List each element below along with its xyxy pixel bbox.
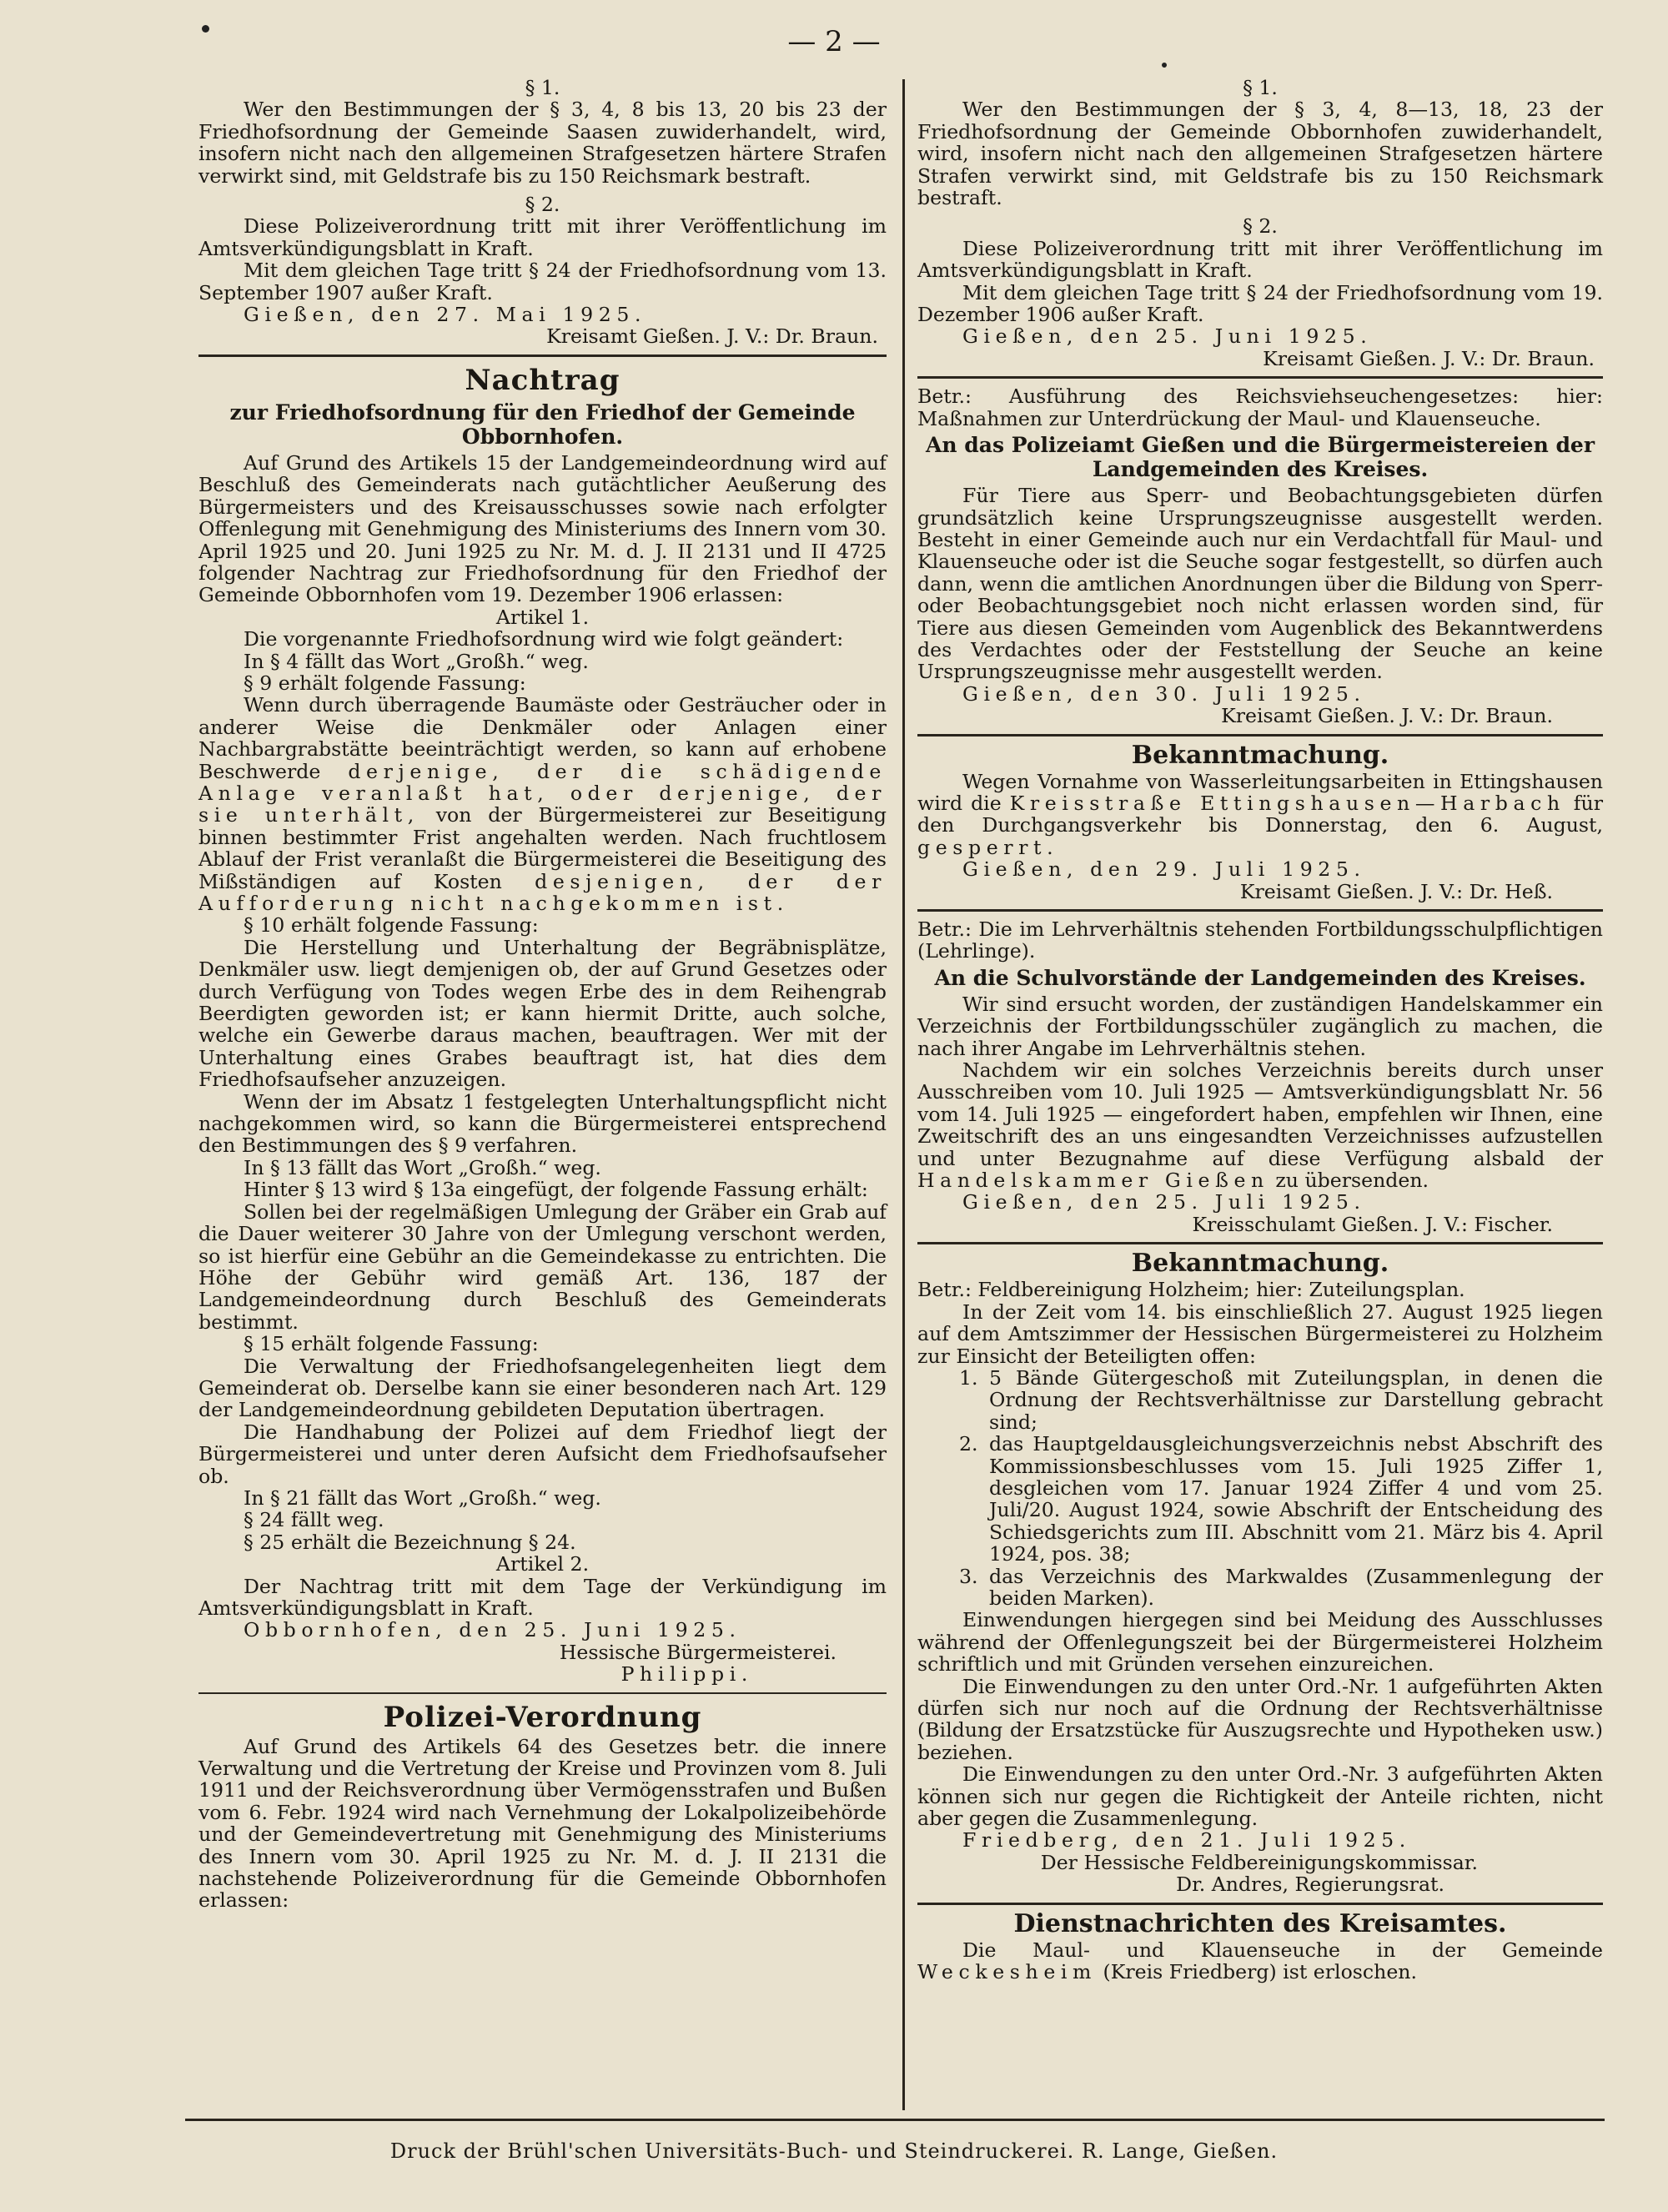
date-line: Gießen, den 29. Juli 1925.: [962, 857, 1366, 882]
section-heading: § 1.: [525, 76, 560, 99]
notice-heading: An die Schulvorstände der Landgemeinden des Kreises.: [934, 965, 1586, 990]
notice-title: Bekanntmachung.: [1131, 740, 1389, 770]
date-line: Obbornhofen, den 25. Juni 1925.: [244, 1618, 741, 1642]
text-run: von der Bürgermeisterei zur Beseitigung binnen bestimmter Frist angehalten werden. Nach fruchtlosem Ablauf der Frist veranlaßt die Bürgermeisterei die Beseitigung des Mißständigen auf Kosten: [198, 803, 887, 893]
column-rule: [902, 79, 905, 2110]
document-list: [917, 1367, 1603, 1609]
section-heading: § 2.: [1243, 214, 1278, 239]
dienstnachrichten: [917, 1908, 1603, 1984]
paragraph: § 25 erhält die Bezeichnung § 24.: [244, 1530, 576, 1554]
spaced-text: gesperrt.: [917, 835, 1059, 859]
date-line: Gießen, den 30. Juli 1925.: [962, 681, 1366, 706]
spaced-text: desjenigen, der der Aufforderung nicht nachgekommen ist.: [198, 869, 887, 915]
right-column: [917, 77, 1603, 1983]
paragraph: [917, 1059, 1603, 1191]
section-paragraph-1-obbornhofen: [917, 77, 1603, 370]
date-line: Gießen, den 25. Juni 1925.: [962, 324, 1373, 349]
paragraph: Sollen bei der regelmäßigen Umlegung der Gräber ein Grab auf die Dauer weiterer 30 Jahre von der Umlegung verschont werden, so ist hierfür eine Gebühr an die Gemeindekasse zu entrichten. Die Höhe der Gebühr wird gemäß Art. 136, 187 der Landgemeindeordnung durch Beschluß des Gemeinderats bestimmt.: [198, 1199, 887, 1334]
paragraph: Auf Grund des Artikels 15 der Landgemeindeordnung wird auf Beschluß des Gemeinderats nach gutächtlicher Aeußerung des Bürgermeisters und des Kreisausschusses sowie nach erfolgter Offenlegung mit Genehmigung des Ministeriums des Innern vom 30. April 1925 und 20. Juni 1925 zu Nr. M. d. J. II 2131 und II 4725 folgender Nachtrag zur Friedhofsordnung für den Friedhof der Gemeinde Obbornhofen vom 19. Dezember 1906 erlassen:: [198, 450, 887, 607]
signature: Dr. Andres, Regierungsrat.: [1176, 1873, 1444, 1897]
signature: Kreisamt Gießen. J. V.: Dr. Heß.: [1239, 879, 1553, 903]
paragraph: § 9 erhält folgende Fassung:: [244, 671, 526, 695]
signature: Kreisamt Gießen. J. V.: Dr. Braun.: [1221, 704, 1553, 728]
paragraph: In § 4 fällt das Wort „Großh.“ weg.: [244, 649, 589, 673]
signature: Kreisamt Gießen. J. V.: Dr. Braun.: [546, 324, 878, 349]
text-run: Wenn durch überragende Baumäste oder Gesträucher oder in anderer Weise die Denkmäler oder Anlagen einer Nachbargrabstätte beeinträchtigt werden, so kann auf erhobene Beschwerde: [198, 693, 887, 783]
bekanntmachung-feldbereinigung: [917, 1251, 1603, 1895]
list-item: 1. 5 Bände Gütergeschoß mit Zuteilungsplan, in denen die Ordnung der Rechtsverhältnisse zur Darstellung gebracht sind;: [984, 1367, 1603, 1433]
article-number: Artikel 1.: [495, 605, 590, 629]
divider: [917, 909, 1603, 912]
divider: [917, 734, 1603, 736]
paragraph: § 24 fällt weg.: [244, 1508, 384, 1532]
section-text: Diese Polizeiverordnung tritt mit ihrer Veröffentlichung im Amtsverkündigungsblatt in Kraft.: [917, 236, 1603, 283]
paragraph: Wenn der im Absatz 1 festgelegten Unterhaltungspflicht nicht nachgekommen wird, so kann die Bürgermeisterei entsprechend den Bestimmungen des § 9 verfahren.: [198, 1089, 887, 1158]
polizei-verordnung: [198, 1701, 887, 1912]
spaced-text: derjenige, der die schädigende Anlage veranlaßt hat, oder derjenige, der sie unterhält,: [198, 759, 887, 827]
ink-spot: [1162, 63, 1167, 68]
divider: [198, 1692, 887, 1694]
signature: Kreisamt Gießen. J. V.: Dr. Braun.: [1263, 346, 1595, 370]
paragraph: § 15 erhält folgende Fassung:: [244, 1332, 539, 1356]
section-paragraph-1-saasen: [198, 77, 887, 348]
text-run: (Kreis Friedberg) ist erloschen.: [1097, 1960, 1417, 1984]
divider: [198, 354, 887, 357]
signature: Philippi.: [620, 1662, 753, 1687]
signature: Hessische Bürgermeisterei.: [559, 1640, 837, 1664]
paragraph: Die Einwendungen zu den unter Ord.-Nr. 3 aufgeführten Akten können sich nur gegen die Richtigkeit der Anteile richten, nicht aber gegen die Zusammenlegung.: [917, 1762, 1603, 1831]
paragraph: [917, 1939, 1603, 1983]
section-heading: § 1.: [1243, 76, 1278, 99]
section-text: Wer den Bestimmungen der § 3, 4, 8—13, 18, 23 der Friedhofsordnung der Gemeinde Obbornhofen zuwiderhandelt, wird, insofern nicht nach den allgemeinen Strafgesetzen härtere Strafen verwirkt sind, mit Geldstrafe bis zu 150 Reichsmark bestraft.: [917, 98, 1603, 210]
betr-line: Betr.: Feldbereinigung Holzheim; hier: Zuteilungsplan.: [917, 1278, 1465, 1302]
printer-imprint: Druck der Brühl'schen Universitäts-Buch- und Steindruckerei. R. Lange, Gießen.: [389, 2139, 1279, 2163]
paragraph: Auf Grund des Artikels 64 des Gesetzes betr. die innere Verwaltung und die Vertretung der Kreise und Provinzen vom 8. Juli 1911 und der Reichsverordnung über Vermögensstrafen und Bußen vom 6. Febr. 1924 wird nach Vernehmung der Lokalpolizeibehörde und der Gemeindevertretung mit Genehmigung des Ministeriums des Innern vom 30. April 1925 zu Nr. M. d. J. II 2131 die nachstehende Polizeiverordnung für die Gemeinde Obbornhofen erlassen:: [198, 1734, 887, 1913]
footer-rule: [185, 2119, 1605, 2121]
left-column: [198, 77, 887, 1912]
list-item: 3. das Verzeichnis des Markwaldes (Zusammenlegung der beiden Marken).: [984, 1566, 1603, 1610]
article-number: Artikel 2.: [495, 1552, 590, 1576]
spaced-text: Weckesheim: [917, 1960, 1098, 1984]
betr-line: Betr.: Ausführung des Reichsviehseuchengesetzes: hier: Maßnahmen zur Unterdrückung der Maul- und Klauenseuche.: [917, 385, 1603, 430]
date-line: Friedberg, den 21. Juli 1925.: [962, 1828, 1411, 1853]
signature: Der Hessische Feldbereinigungskommissar.: [1040, 1850, 1478, 1874]
paragraph: Die Herstellung und Unterhaltung der Begräbnisplätze, Denkmäler usw. liegt demjenigen ob, der auf Grund Gesetzes oder durch Verfügung von Todes wegen Erbe des in dem Reihengrab Beerdigten geworden ist; er kann hiermit Dritte, auch solche, welche ein Gewerbe daraus machen, beauftragen. Wer mit der Unterhaltung eines Grabes beauftragt ist, hat dies dem Friedhofsaufseher anzuzeigen.: [198, 935, 887, 1092]
paragraph: Die Handhabung der Polizei auf dem Friedhof liegt der Bürgermeisterei und unter deren Aufsicht dem Friedhofsaufseher ob.: [198, 1420, 887, 1488]
nachtrag-article: [198, 364, 887, 1686]
paragraph: Hinter § 13 wird § 13a eingefügt, der folgende Fassung erhält:: [244, 1178, 868, 1202]
signature: Kreisschulamt Gießen. J. V.: Fischer.: [1192, 1212, 1553, 1236]
section-text: Diese Polizeiverordnung tritt mit ihrer Veröffentlichung im Amtsverkündigungsblatt in Kraft.: [198, 214, 887, 260]
article-subtitle: zur Friedhofsordnung für den Friedhof der Gemeinde Obbornhofen.: [229, 400, 856, 449]
paragraph: In der Zeit vom 14. bis einschließlich 27. August 1925 liegen auf dem Amtszimmer der Hessischen Bürgermeisterei zu Holzheim zur Einsicht der Beteiligten offen:: [917, 1300, 1603, 1368]
betr-line: Betr.: Die im Lehrverhältnis stehenden Fortbildungsschulpflichtigen (Lehrlinge).: [917, 917, 1603, 963]
text-run: zu übersenden.: [1269, 1169, 1429, 1193]
lehrlinge-notice: [917, 918, 1603, 1235]
bekanntmachung-strasse: [917, 740, 1603, 903]
divider: [917, 1903, 1603, 1905]
spaced-text: Kreisstraße Ettingshausen—Harbach: [1009, 791, 1565, 815]
section-text: Mit dem gleichen Tage tritt § 24 der Friedhofsordnung vom 13. September 1907 außer Kraft.: [198, 259, 887, 304]
article-title: Nachtrag: [465, 363, 620, 397]
paragraph: Der Nachtrag tritt mit dem Tage der Verkündigung im Amtsverkündigungsblatt in Kraft.: [198, 1574, 887, 1620]
paragraph: Die Einwendungen zu den unter Ord.-Nr. 1 aufgeführten Akten dürfen sich nur noch auf die Ordnung der Rechtsverhältnisse (Bildung der Ersatzstücke für Auszugsrechte und Hypotheken usw.) beziehen.: [917, 1674, 1603, 1764]
paragraph: In § 21 fällt das Wort „Großh.“ weg.: [244, 1486, 601, 1510]
paragraph: Für Tiere aus Sperr- und Beobachtungsgebieten dürfen grundsätzlich keine Ursprungszeugnisse ausgestellt werden. Besteht in einer Gemeinde auch nur ein Verdachtfall für Maul- und Klauenseuche oder ist die Seuche sogar festgestellt, so dürfen auch dann, wenn die amtlichen Anordnungen über die Bildung von Sperr- oder Beobachtungsgebiet noch nicht erlassen worden sind, für Tiere aus diesen Gemeinden vom Augenblick des Bekanntwerdens des Verdachtes oder der Feststellung der Seuche an keine Ursprungszeugnisse mehr ausgestellt werden.: [917, 484, 1603, 684]
spaced-text: Handelskammer Gießen: [917, 1169, 1269, 1193]
list-item: 2. das Hauptgeldausgleichungsverzeichnis nebst Abschrift des Kommissionsbeschlusses vom 15. Juli 1925 Ziffer 1, desgleichen vom 17. Januar 1924 Ziffer 4 und vom 25. Juli/20. August 1924, sowie Abschrift der Entscheidung des Schiedsgerichts zum III. Abschnitt vom 21. März bis 4. April 1924, pos. 38;: [984, 1433, 1603, 1565]
paragraph: Wir sind ersucht worden, der zuständigen Handelskammer ein Verzeichnis der Fortbildungsschüler zugänglich zu machen, die nach ihrer Angabe im Lehrverhältnis stehen.: [917, 992, 1603, 1060]
text-run: Nachdem wir ein solches Verzeichnis bereits durch unser Ausschreiben vom 10. Juli 1925 — Amtsverkündigungsblatt Nr. 56 vom 14. Juli 1925 — eingefordert haben, empfehlen wir Ihnen, eine Zweitschrift des an uns eingesandten Verzeichnisses aufzustellen und unter Bezugnahme auf diese Verfügung alsbald der: [917, 1058, 1603, 1170]
paragraph: [198, 694, 887, 914]
paragraph: Die Verwaltung der Friedhofsangelegenheiten liegt dem Gemeinderat ob. Derselbe kann sie einer besonderen nach Art. 129 der Landgemeindeordnung gebildeten Deputation übertragen.: [198, 1354, 887, 1422]
divider: [917, 376, 1603, 379]
paragraph: Einwendungen hiergegen sind bei Meidung des Ausschlusses während der Offenlegungszeit bei der Bürgermeisterei Holzheim schriftlich und mit Gründen versehen einzureichen.: [917, 1608, 1603, 1677]
notice-title: Bekanntmachung.: [1131, 1249, 1389, 1279]
seuche-notice: [917, 385, 1603, 726]
text-run: für den Durchgangsverkehr bis Donnerstag, den 6. August,: [917, 791, 1603, 837]
notice-title: Dienstnachrichten des Kreisamtes.: [1013, 1908, 1507, 1938]
page-number: — 2 —: [787, 25, 881, 58]
date-line: Gießen, den 27. Mai 1925.: [244, 303, 647, 327]
notice-heading: An das Polizeiamt Gießen und die Bürgermeistereien der Landgemeinden des Kreises.: [925, 433, 1595, 482]
paragraph: § 10 erhält folgende Fassung:: [244, 913, 539, 938]
date-line: Gießen, den 25. Juli 1925.: [962, 1190, 1366, 1214]
article-title: Polizei-Verordnung: [383, 1700, 702, 1734]
paragraph: In § 13 fällt das Wort „Großh.“ weg.: [244, 1155, 601, 1179]
section-text: Mit dem gleichen Tage tritt § 24 der Friedhofsordnung vom 19. Dezember 1906 außer Kraft.: [917, 280, 1603, 327]
text-run: Wegen Vornahme von Wasserleitungsarbeiten in Ettingshausen wird die: [917, 769, 1603, 815]
paragraph: Die vorgenannte Friedhofsordnung wird wie folgt geändert:: [244, 627, 844, 651]
divider: [917, 1242, 1603, 1244]
text-run: Die Maul- und Klauenseuche in der Gemeinde: [962, 1938, 1603, 1962]
paragraph: [917, 771, 1603, 859]
section-text: Wer den Bestimmungen der § 3, 4, 8 bis 13, 20 bis 23 der Friedhofsordnung der Gemeinde Saasen zuwiderhandelt, wird, insofern nicht nach den allgemeinen Strafgesetzen härtere Strafen verwirkt sind, mit Geldstrafe bis zu 150 Reichsmark bestraft.: [198, 98, 887, 188]
section-heading: § 2.: [525, 193, 560, 217]
